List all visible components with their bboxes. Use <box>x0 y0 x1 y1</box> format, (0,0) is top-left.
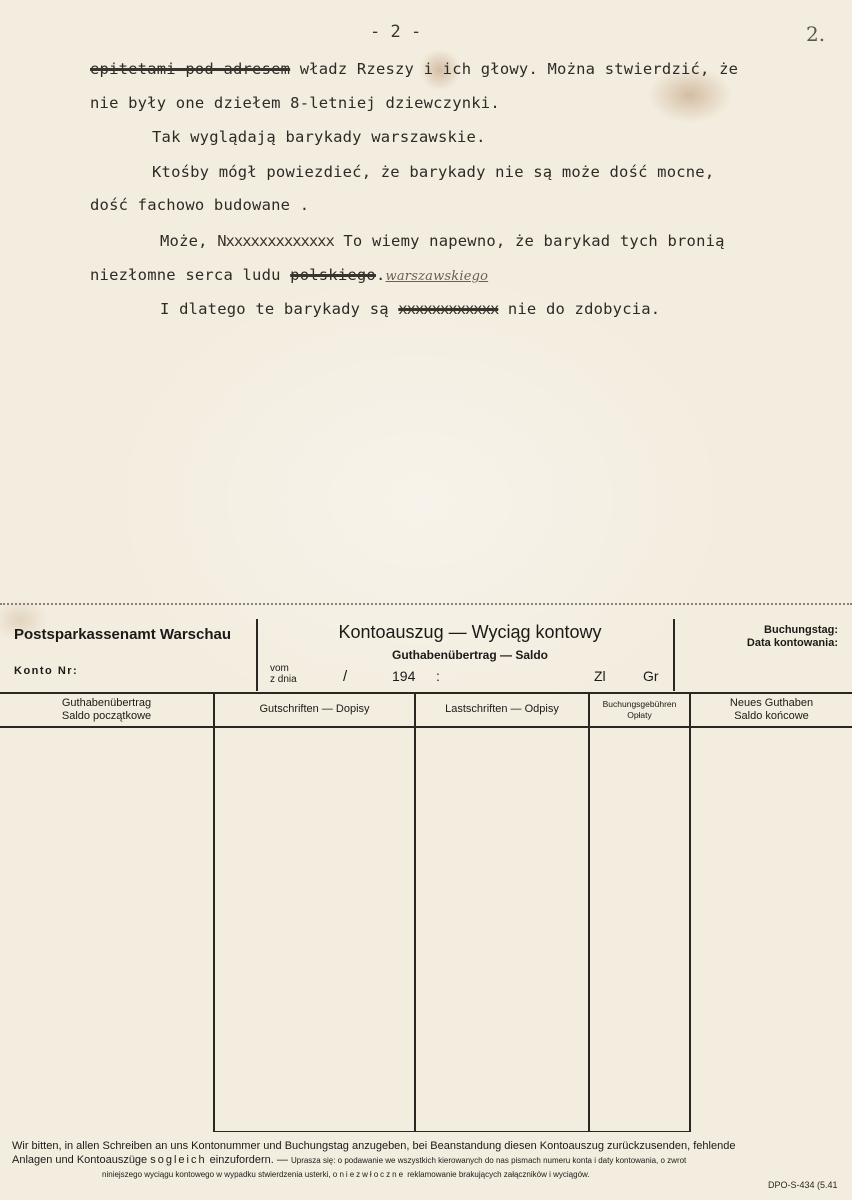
letter-line-3: Tak wyglądają barykady warszawskie. <box>152 128 486 146</box>
overtyped-text: Nxxxxxxxxxxxxx <box>217 232 334 250</box>
struck-text: polskiego <box>290 266 376 284</box>
table-header-rule <box>0 726 852 728</box>
table-bottom-rule <box>213 1131 691 1132</box>
statement-title: Kontoauszug — Wyciąg kontowy <box>338 622 602 642</box>
column-header-closing-balance: Neues Guthaben Saldo końcowe <box>729 697 814 722</box>
year-prefix: 194 <box>392 668 416 684</box>
date-label: vom z dnia <box>270 663 297 685</box>
column-header-opening-balance: Guthabenübertrag Saldo początkowe <box>61 697 152 722</box>
letter-line-7: niezłomne serca ludu polskiego.warszawskiego <box>90 266 489 284</box>
date-colon: : <box>436 668 440 684</box>
letter-line-6: Może, Nxxxxxxxxxxxxx To wiemy napewno, że barykad tych bronią <box>160 232 725 250</box>
date-separator: / <box>343 668 348 685</box>
currency-gr: Gr <box>643 668 659 684</box>
statement-subtitle: Guthabenübertrag — Saldo <box>391 648 548 662</box>
form-code: DPO-S-434 (5.41 <box>768 1180 838 1190</box>
struck-text: epitetami pod adresem <box>90 60 291 78</box>
column-divider <box>213 692 215 1132</box>
konto-label: Konto Nr: <box>14 665 79 677</box>
bleed-through-texture <box>96 370 796 570</box>
column-header-debits: Lastschriften — Odpisy <box>445 703 559 715</box>
overtyped-text: xxxxxxxxxxxx <box>398 300 499 318</box>
letter-line-2: nie były one dziełem 8-letniej dziewczynki. <box>90 94 500 112</box>
footer-instructions: Wir bitten, in allen Schreiben an uns Kontonummer und Buchungstag anzugeben, bei Beanstandung diesen Kontoauszug zurückzusenden, fehlende Anlagen und Kontoauszüge sogleich einzufordern. — Uprasza się: o podawanie we wszystkich kierowanych do nas pismach numeru konta i daty kontowania, o zwrot niniejszego wyciągu kontowego w wypadku stwierdzenia usterki, o niezwłoczne reklamowanie brakujących załączników i wyciągów. <box>12 1140 736 1179</box>
page-number-corner: 2. <box>806 22 826 46</box>
letter-line-1: epitetami pod adresem władz Rzeszy i ich głowy. Można stwierdzić, że <box>90 60 739 78</box>
perforation-line <box>0 603 852 605</box>
booking-date-label: Buchungstag: Data kontowania: <box>746 624 838 649</box>
office-name: Postsparkassenamt Warschau <box>14 626 232 643</box>
letter-line-4: Ktośby mógł powiezdieć, że barykady nie są może dość mocne, <box>152 163 715 181</box>
column-divider <box>414 692 416 1132</box>
column-divider <box>588 692 590 1132</box>
page-number-center: - 2 - <box>370 22 422 42</box>
column-header-fees: Buchungsgebühren Opłaty <box>602 699 677 720</box>
header-divider <box>256 619 258 691</box>
column-divider <box>689 692 691 1132</box>
letter-line-8: I dlatego te barykady są xxxxxxxxxxxx nie do zdobycia. <box>160 300 661 318</box>
table-top-rule <box>0 692 852 694</box>
column-header-credits: Gutschriften — Dopisy <box>259 703 370 715</box>
currency-zl: Zl <box>594 668 606 684</box>
handwritten-correction: warszawskiego <box>385 269 489 284</box>
letter-line-5: dość fachowo budowane . <box>90 196 310 214</box>
header-divider <box>673 619 675 691</box>
